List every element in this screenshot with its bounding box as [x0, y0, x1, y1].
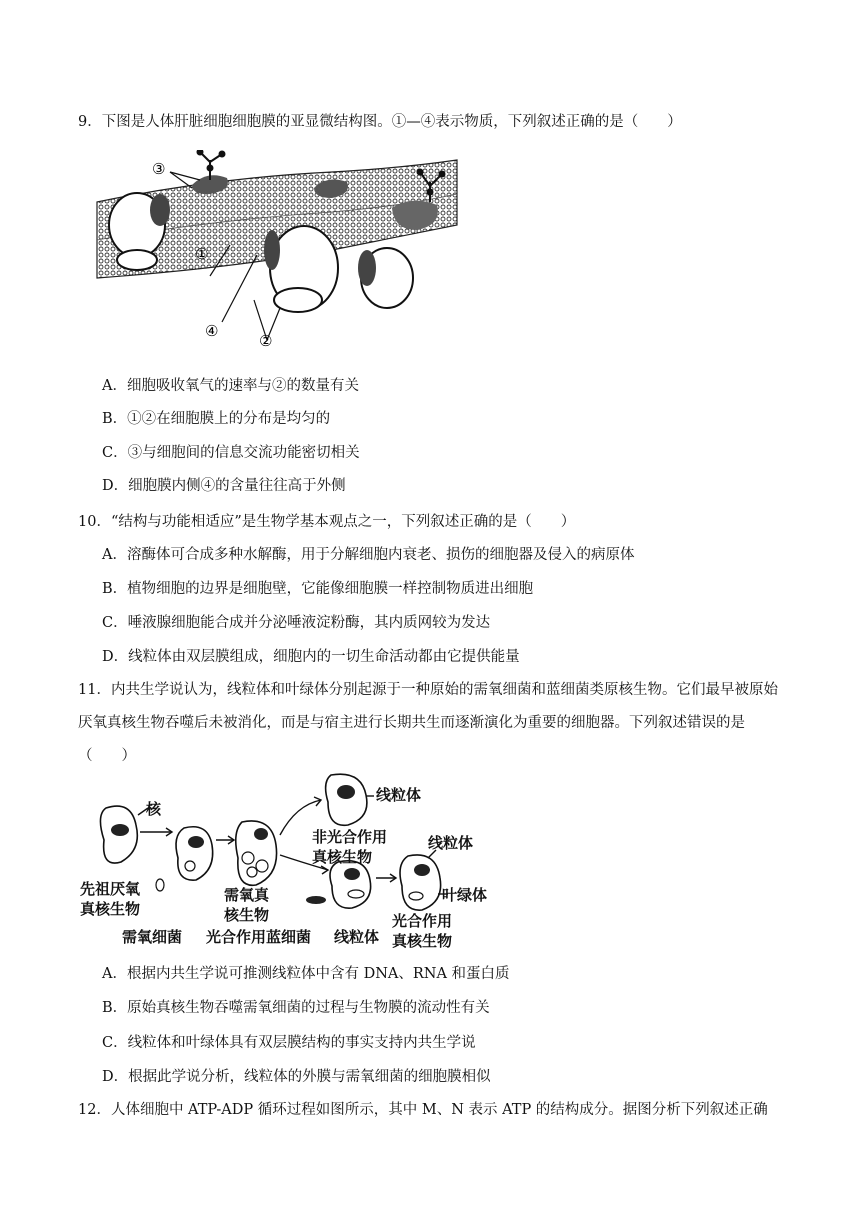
q9-option-a: A．细胞吸收氧气的速率与②的数量有关 [102, 378, 359, 394]
label-4: ④ [205, 322, 219, 340]
label-chloroplast: 叶绿体 [442, 886, 488, 904]
question-9-stem: 9．下图是人体肝脏细胞细胞膜的亚显微结构图。①—④表示物质，下列叙述正确的是（ ） [78, 114, 682, 130]
label-cyanobacteria: 光合作用蓝细菌 [206, 928, 312, 946]
label-3: ③ [152, 160, 166, 178]
label-ancestor-2: 真核生物 [80, 900, 141, 918]
engulfing-cell [176, 827, 213, 880]
q11-option-c: C．线粒体和叶绿体具有双层膜结构的事实支持内共生学说 [102, 1035, 476, 1051]
protein-middle-base [274, 288, 322, 312]
label-ancestor-1: 先祖厌氧 [80, 880, 141, 898]
label-nucleus: 核 [146, 800, 162, 818]
q10-option-a: A．溶酶体可合成多种水解酶，用于分解细胞内衰老、损伤的细胞器及侵入的病原体 [102, 547, 635, 563]
q10-option-b: B．植物细胞的边界是细胞壁，它能像细胞膜一样控制物质进出细胞 [102, 581, 534, 597]
q11-option-a: A．根据内共生学说可推测线粒体中含有 DNA、RNA 和蛋白质 [102, 966, 510, 982]
label-photo-1: 光合作用 [392, 912, 453, 930]
q11-option-b: B．原始真核生物吞噬需氧细菌的过程与生物膜的流动性有关 [102, 1000, 490, 1016]
nonphoto-eukaryote-cell [326, 774, 367, 825]
label-photo-2: 真核生物 [392, 932, 453, 950]
q10-option-c: C．唾液腺细胞能合成并分泌唾液淀粉酶，其内质网较为发达 [102, 615, 491, 631]
label-nonphoto-1: 非光合作用 [312, 828, 388, 846]
photo-eukaryote-cell [400, 855, 441, 910]
membrane-structure-figure [92, 150, 462, 350]
label-aerobic-bacteria: 需氧细菌 [122, 928, 183, 946]
label-mito-mid: 线粒体 [334, 928, 380, 946]
engulfing-cyanobacteria-cell [330, 861, 371, 908]
endosymbiosis-figure [76, 770, 496, 952]
q10-option-d: D．线粒体由双层膜组成，细胞内的一切生命活动都由它提供能量 [102, 649, 520, 665]
q9-option-c: C．③与细胞间的信息交流功能密切相关 [102, 445, 360, 461]
question-11-stem: 11．内共生学说认为，线粒体和叶绿体分别起源于一种原始的需氧细菌和蓝细菌类原核生物。它们最早被原始厌氧真核生物吞噬后未被消化，而是与宿主进行长期共生而逐渐演化为重要的细胞器。下列叙述错误的是（ ） [78, 682, 778, 764]
label-1: ① [195, 245, 209, 263]
label-aerobic-euk-2: 核生物 [224, 906, 270, 924]
question-12-stem: 12．人体细胞中 ATP-ADP 循环过程如图所示，其中 M、N 表示 ATP 的结构成分。据图分析下列叙述正确 [78, 1102, 768, 1118]
label-2: ② [259, 332, 273, 350]
label-aerobic-euk-1: 需氧真 [224, 886, 270, 904]
label-nonphoto-2: 真核生物 [312, 848, 373, 866]
q9-option-b: B．①②在细胞膜上的分布是均匀的 [102, 411, 331, 427]
q11-option-d: D．根据此学说分析，线粒体的外膜与需氧细菌的细胞膜相似 [102, 1069, 491, 1085]
question-10-stem: 10．“结构与功能相适应”是生物学基本观点之一，下列叙述正确的是（ ） [78, 514, 576, 530]
q9-option-d: D．细胞膜内侧④的含量往往高于外侧 [102, 478, 346, 494]
label-mito-right: 线粒体 [428, 834, 474, 852]
label-mito-top: 线粒体 [376, 786, 422, 804]
protein-left-base [117, 250, 157, 270]
